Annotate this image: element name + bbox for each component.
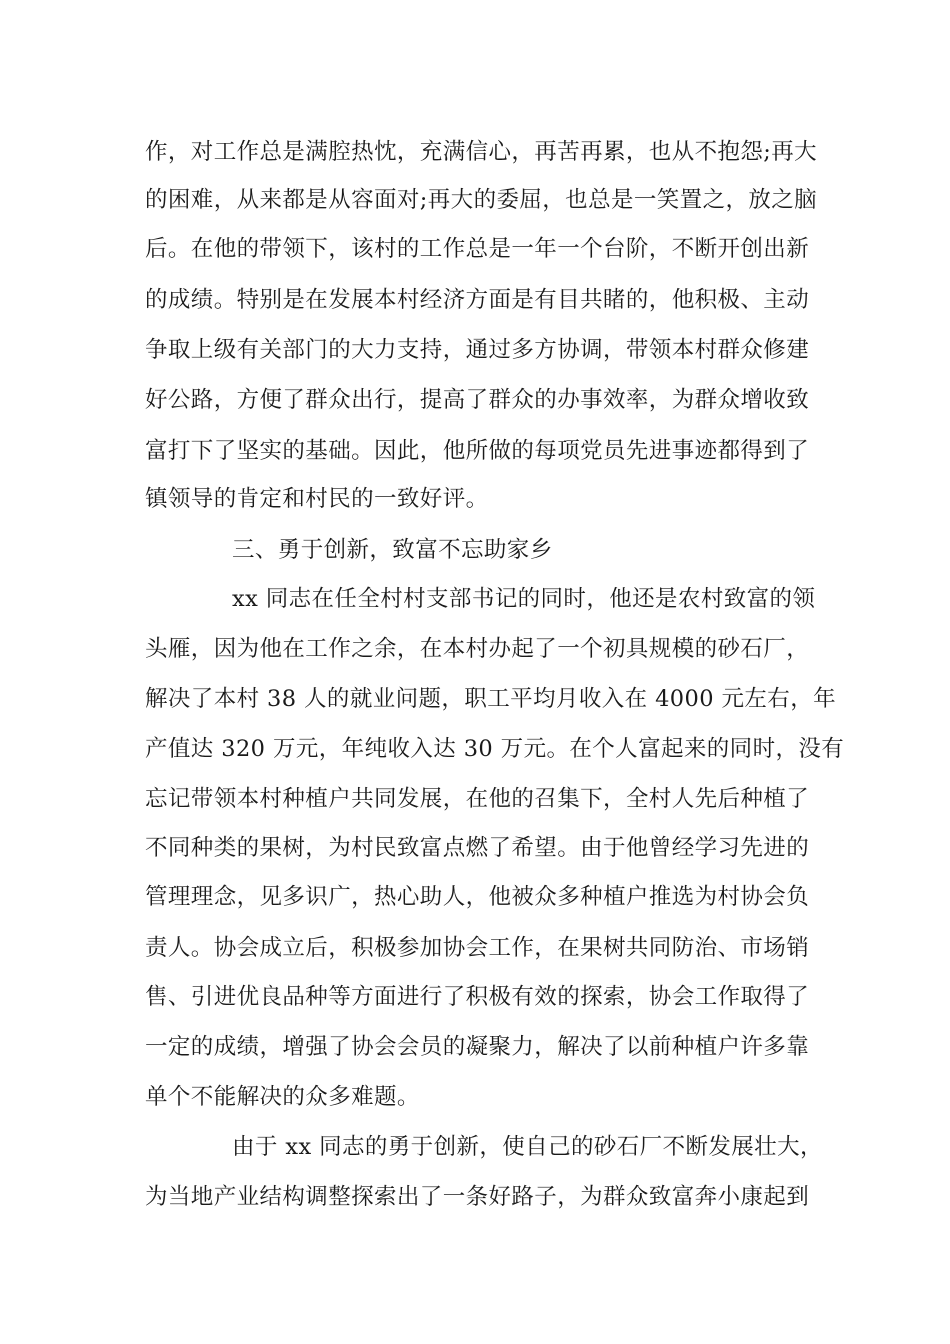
body-text-line: 责人。协会成立后，积极参加协会工作，在果树共同防治、市场销 xyxy=(145,935,810,961)
body-text-line: 不同种类的果树，为村民致富点燃了希望。由于他曾经学习先进的 xyxy=(145,835,810,861)
body-text-line: 解决了本村 38 人的就业问题，职工平均月收入在 4000 元左右，年 xyxy=(145,686,837,712)
body-text-line: 头雁，因为他在工作之余，在本村办起了一个初具规模的砂石厂， xyxy=(145,636,810,662)
body-text-line: 作，对工作总是满腔热忱，充满信心，再苦再累，也从不抱怨;再大 xyxy=(145,139,818,165)
body-text-line: xx 同志在任全村村支部书记的同时，他还是农村致富的领 xyxy=(232,586,816,612)
body-text-line: 后。在他的带领下，该村的工作总是一年一个台阶，不断开创出新 xyxy=(145,236,810,262)
body-text-line: 好公路，方便了群众出行，提高了群众的办事效率，为群众增收致 xyxy=(145,387,810,413)
body-text-line: 富打下了坚实的基础。因此，他所做的每项党员先进事迹都得到了 xyxy=(145,438,810,464)
body-text-line: 的成绩。特别是在发展本村经济方面是有目共睹的，他积极、主动 xyxy=(145,287,810,313)
body-text-line: 由于 xx 同志的勇于创新，使自己的砂石厂不断发展壮大， xyxy=(232,1134,823,1160)
body-text-line: 一定的成绩，增强了协会会员的凝聚力，解决了以前种植户许多靠 xyxy=(145,1034,810,1060)
body-text-line: 镇领导的肯定和村民的一致好评。 xyxy=(145,486,489,512)
body-text-line: 产值达 320 万元，年纯收入达 30 万元。在个人富起来的同时，没有 xyxy=(145,736,845,762)
body-text-line: 售、引进优良品种等方面进行了积极有效的探索，协会工作取得了 xyxy=(145,984,810,1010)
body-text-line: 单个不能解决的众多难题。 xyxy=(145,1084,420,1110)
section-heading: 三、勇于创新，致富不忘助家乡 xyxy=(232,537,553,563)
body-text-line: 忘记带领本村种植户共同发展，在他的召集下，全村人先后种植了 xyxy=(145,786,810,812)
body-text-line: 管理理念，见多识广，热心助人，他被众多种植户推选为村协会负 xyxy=(145,884,810,910)
body-text-line: 为当地产业结构调整探索出了一条好路子，为群众致富奔小康起到 xyxy=(145,1184,810,1210)
body-text-line: 的困难，从来都是从容面对;再大的委屈，也总是一笑置之，放之脑 xyxy=(145,187,818,213)
body-text-line: 争取上级有关部门的大力支持，通过多方协调，带领本村群众修建 xyxy=(145,337,810,363)
